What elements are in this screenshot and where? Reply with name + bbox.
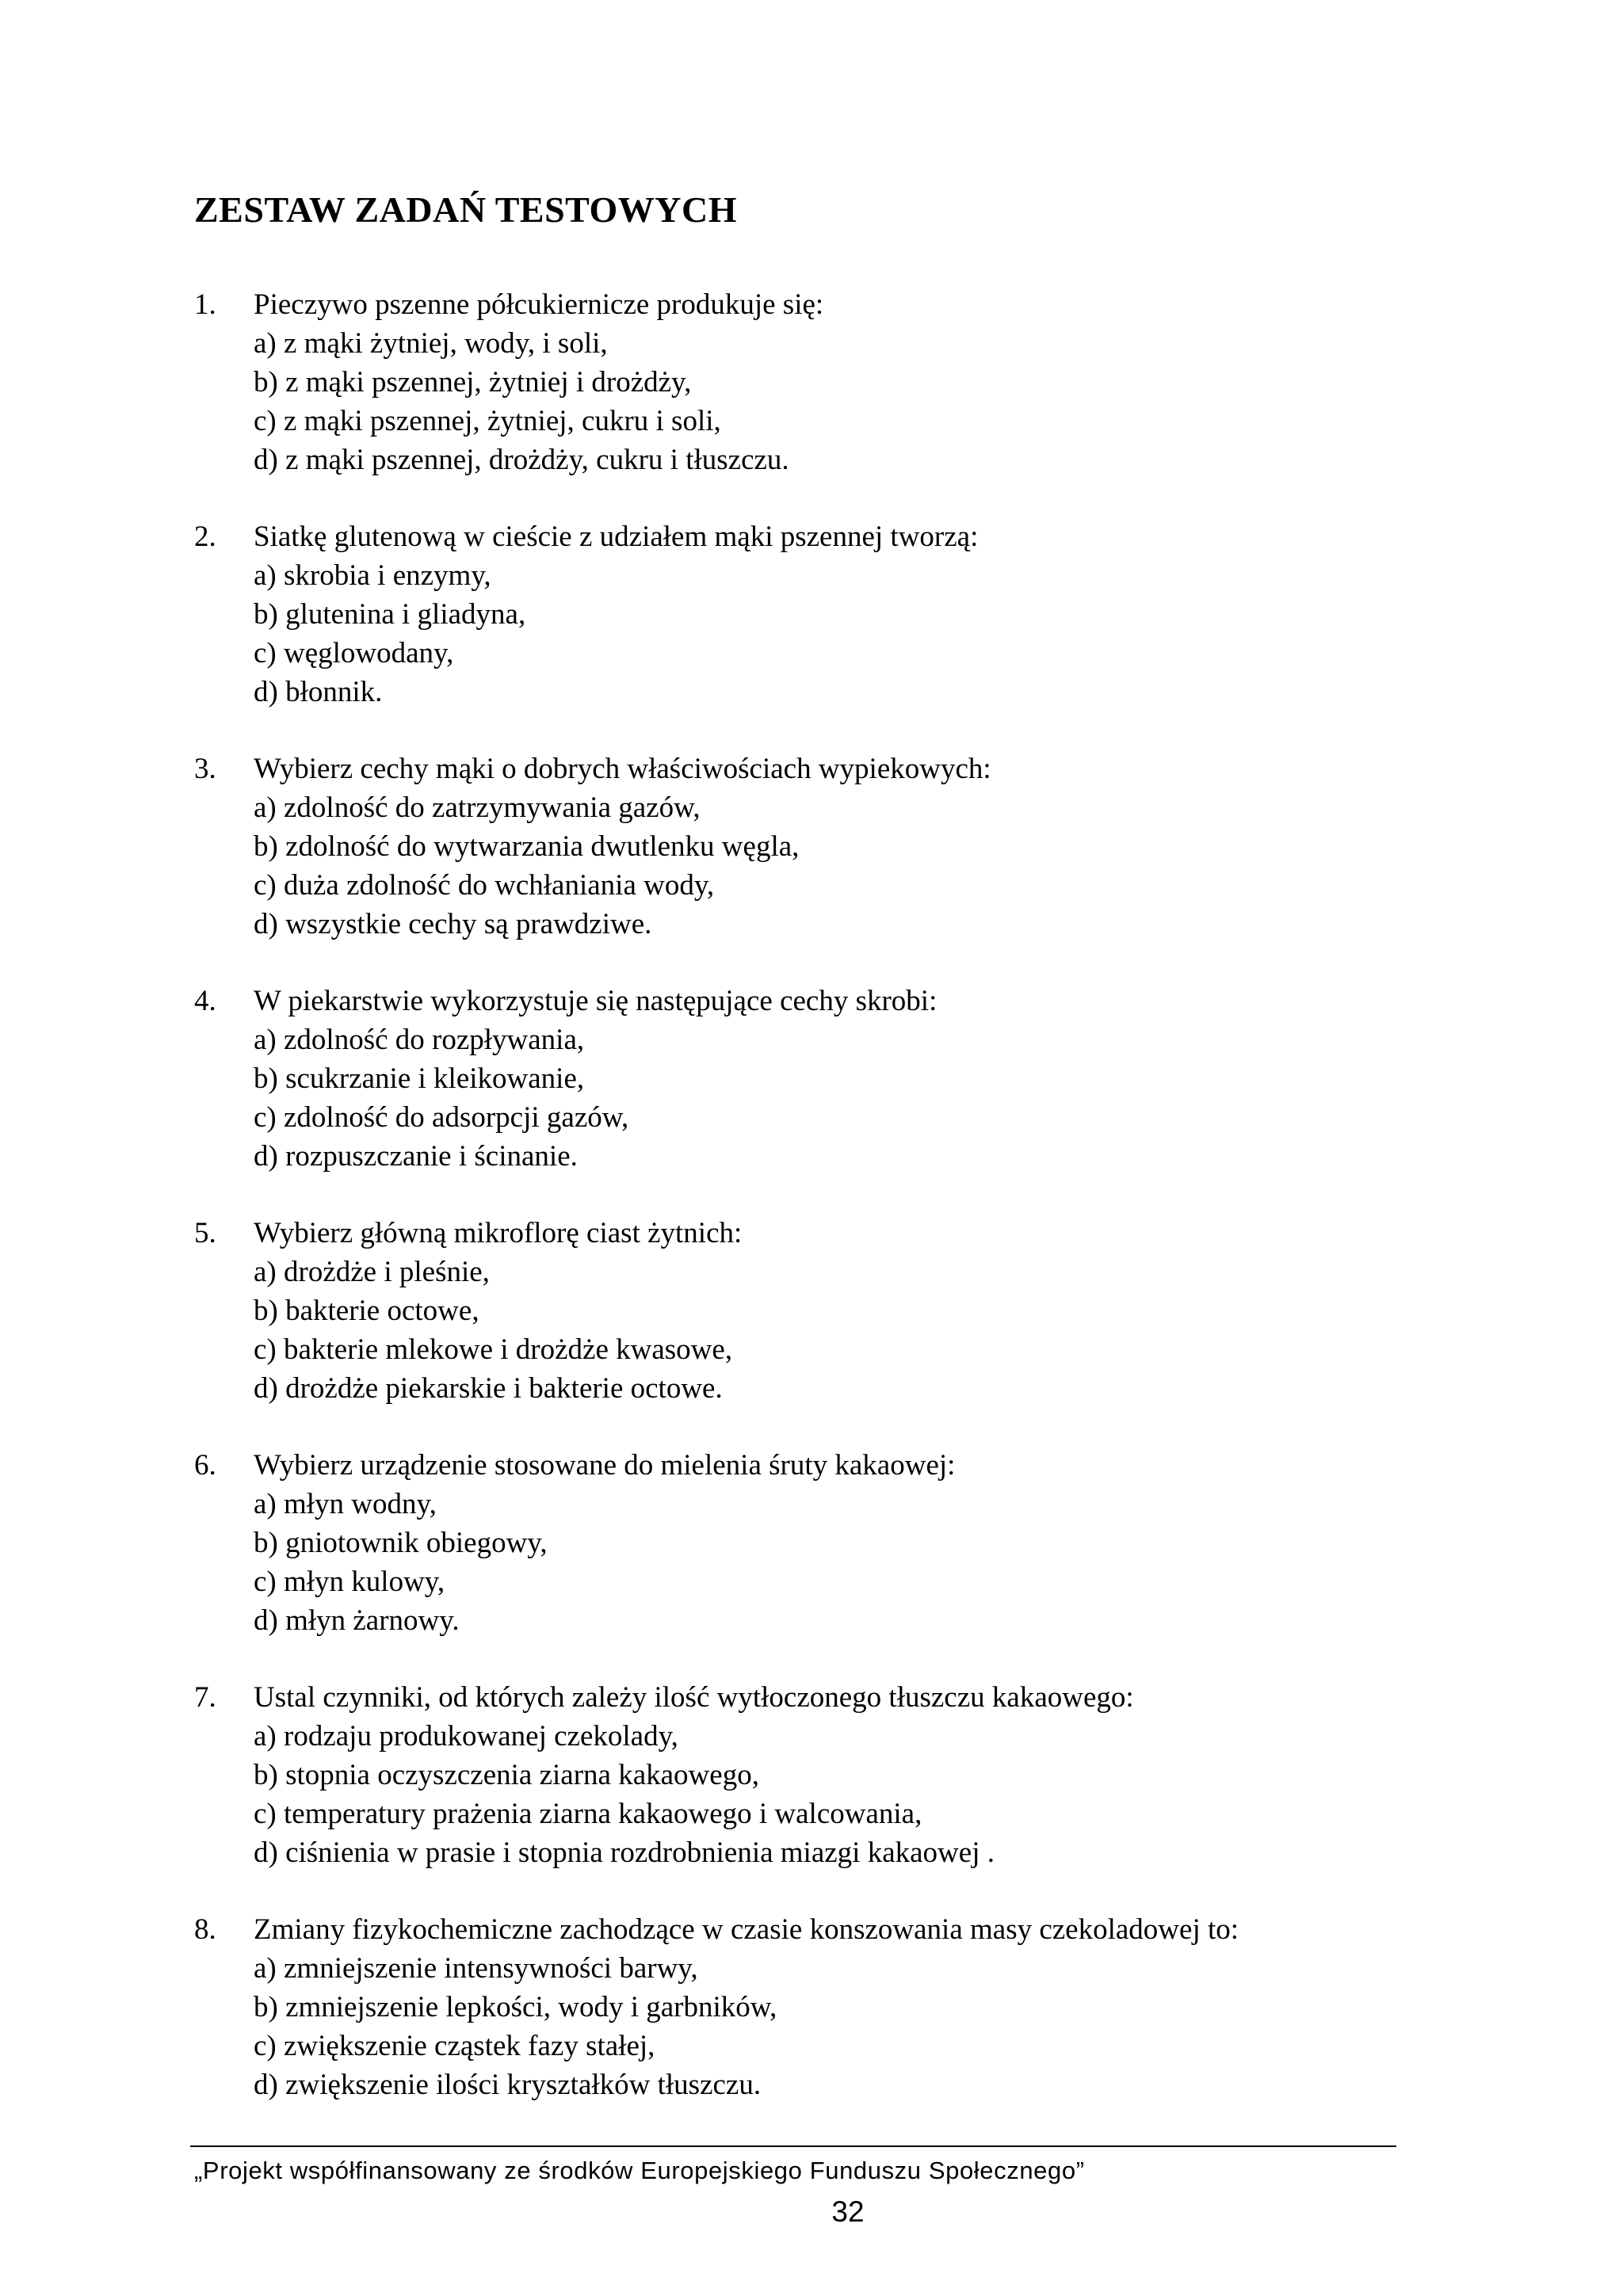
question-item [0,1446,1623,1640]
answer-option: b) z mąki pszennej, żytniej i drożdży, [254,366,692,399]
answer-option: a) rodzaju produkowanej czekolady, [254,1720,678,1753]
question-text: Ustal czynniki, od których zależy ilość wytłoczonego tłuszczu kakaowego: [254,1681,1134,1714]
question-line [0,1446,1623,1485]
question-item [0,285,1623,479]
page-number: 32 [831,2195,865,2228]
question-number: 8. [194,1913,216,1946]
answer-option: b) glutenina i gliadyna, [254,598,526,631]
question-text: Wybierz cechy mąki o dobrych właściwościach wypiekowych: [254,753,991,785]
answer-list [0,324,1623,479]
question-text: W piekarstwie wykorzystuje się następujące cechy skrobi: [254,985,938,1017]
answer-option: d) zwiększenie ilości kryształków tłuszczu. [254,2069,762,2101]
answer-option: d) ciśnienia w prasie i stopnia rozdrobnienia miazgi kakaowej . [254,1836,995,1869]
answer-list [0,556,1623,711]
answer-option: d) błonnik. [254,676,383,708]
answer-option: b) zdolność do wytwarzania dwutlenku węgla, [254,830,800,863]
answer-option: c) temperatury prażenia ziarna kakaowego i walcowania, [254,1798,922,1830]
question-item [0,1214,1623,1408]
answer-option: d) młyn żarnowy. [254,1604,460,1637]
answer-option: b) stopnia oczyszczenia ziarna kakaowego, [254,1759,759,1791]
question-line [0,982,1623,1020]
question-number: 5. [194,1217,216,1249]
answer-option: b) gniotownik obiegowy, [254,1527,548,1559]
answer-option: c) bakterie mlekowe i drożdże kwasowe, [254,1333,733,1366]
question-line [0,517,1623,556]
question-number: 1. [194,288,216,321]
footer-divider [190,2145,1396,2147]
question-number: 4. [194,985,216,1017]
answer-list [0,1485,1623,1640]
question-list [0,285,1623,2142]
answer-option: c) zdolność do adsorpcji gazów, [254,1101,629,1134]
question-item [0,749,1623,944]
answer-option: d) z mąki pszennej, drożdży, cukru i tłuszczu. [254,444,789,476]
answer-list [0,1717,1623,1872]
question-number: 2. [194,521,216,553]
question-line [0,1678,1623,1717]
answer-list [0,1253,1623,1408]
answer-option: c) duża zdolność do wchłaniania wody, [254,869,715,902]
answer-option: c) młyn kulowy, [254,1566,445,1598]
answer-option: a) zdolność do zatrzymywania gazów, [254,791,701,824]
question-item [0,1678,1623,1872]
answer-option: d) wszystkie cechy są prawdziwe. [254,908,652,940]
answer-option: d) rozpuszczanie i ścinanie. [254,1140,578,1173]
answer-option: a) zmniejszenie intensywności barwy, [254,1952,698,1985]
question-text: Wybierz główną mikroflorę ciast żytnich: [254,1217,743,1249]
answer-option: a) drożdże i pleśnie, [254,1256,490,1288]
answer-list [0,788,1623,944]
answer-option: d) drożdże piekarskie i bakterie octowe. [254,1372,723,1405]
answer-option: b) zmniejszenie lepkości, wody i garbników, [254,1991,777,2023]
question-item [0,982,1623,1176]
answer-list [0,1020,1623,1176]
question-line [0,1214,1623,1253]
answer-option: b) scukrzanie i kleikowanie, [254,1062,585,1095]
question-text: Pieczywo pszenne półcukiernicze produkuje się: [254,288,824,321]
question-item [0,1910,1623,2104]
question-item [0,517,1623,711]
page-title: ZESTAW ZADAŃ TESTOWYCH [194,189,738,230]
answer-option: c) zwiększenie cząstek fazy stałej, [254,2030,655,2062]
question-line [0,285,1623,324]
question-number: 7. [194,1681,216,1714]
question-line [0,749,1623,788]
question-number: 3. [194,753,216,785]
question-text: Wybierz urządzenie stosowane do mielenia śruty kakaowej: [254,1449,956,1482]
question-number: 6. [194,1449,216,1482]
answer-option: c) węglowodany, [254,637,454,669]
answer-option: c) z mąki pszennej, żytniej, cukru i soli, [254,405,721,437]
question-text: Siatkę glutenową w cieście z udziałem mąki pszennej tworzą: [254,521,979,553]
question-text: Zmiany fizykochemiczne zachodzące w czasie konszowania masy czekoladowej to: [254,1913,1239,1946]
question-line [0,1910,1623,1949]
answer-option: a) zdolność do rozpływania, [254,1024,585,1056]
answer-option: a) młyn wodny, [254,1488,437,1520]
answer-option: a) z mąki żytniej, wody, i soli, [254,327,608,360]
footer-note: „Projekt współfinansowany ze środków Europejskiego Funduszu Społecznego” [194,2157,1085,2184]
answer-list [0,1949,1623,2104]
answer-option: b) bakterie octowe, [254,1295,479,1327]
answer-option: a) skrobia i enzymy, [254,559,491,592]
